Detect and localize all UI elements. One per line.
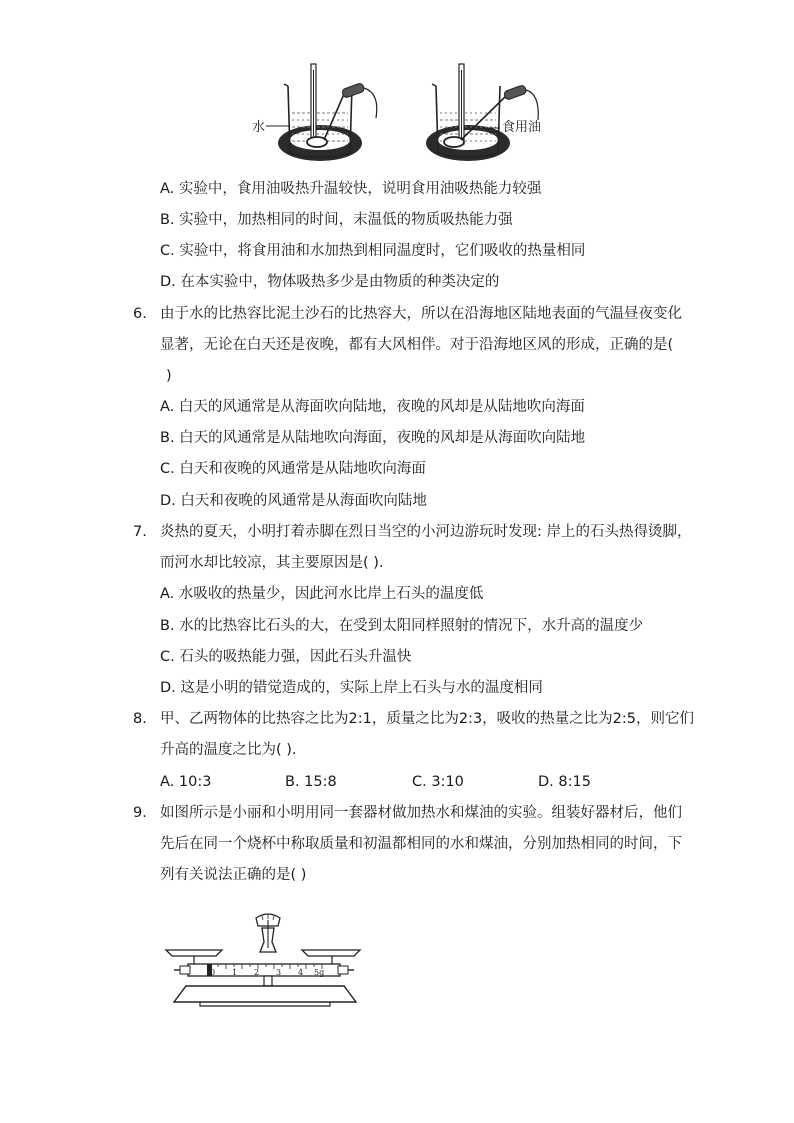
- q7-number: 7.: [133, 524, 147, 540]
- label-water: 水: [252, 120, 266, 135]
- scale-label-5g: 5g: [314, 968, 325, 977]
- q8-option-b: B. 15:8: [285, 774, 337, 790]
- q8-option-d: D. 8:15: [538, 774, 591, 790]
- q5-option-c: C. 实验中，将食用油和水加热到相同温度时，它们吸收的热量相同: [160, 243, 586, 259]
- scale-label-1: 1: [232, 968, 238, 977]
- scale-label-0: 0: [210, 968, 216, 977]
- q8-option-a: A. 10:3: [160, 774, 212, 790]
- q5-option-d: D. 在本实验中，物体吸热多少是由物质的种类决定的: [160, 274, 500, 290]
- q7-stem-line-1: 炎热的夏天，小明打着赤脚在烈日当空的小河边游玩时发现: 岸上的石头热得烫脚，: [160, 524, 692, 540]
- q9-stem-line-2: 先后在同一个烧杯中称取质量和初温都相同的水和煤油，分别加热相同的时间，下: [160, 836, 682, 852]
- scale-label-2: 2: [254, 968, 260, 977]
- q7-stem-line-2: 而河水却比较凉，其主要原因是( ).: [160, 555, 384, 571]
- q7-option-a: A. 水吸收的热量少，因此河水比岸上石头的温度低: [160, 586, 484, 602]
- q6-option-d: D. 白天和夜晚的风通常是从海面吹向陆地: [160, 493, 427, 509]
- q6-number: 6.: [133, 306, 147, 322]
- q6-stem-line-1: 由于水的比热容比泥土沙石的比热容大，所以在沿海地区陆地表面的气温昼夜变化: [160, 306, 682, 322]
- q6-option-c: C. 白天和夜晚的风通常是从陆地吹向海面: [160, 461, 426, 477]
- q8-stem-line-1: 甲、乙两物体的比热容之比为2:1，质量之比为2:3，吸收的热量之比为2:5，则它们: [160, 711, 695, 727]
- q5-option-b: B. 实验中，加热相同的时间，末温低的物质吸热能力强: [160, 212, 513, 228]
- q9-stem-line-3: 列有关说法正确的是( ): [160, 867, 307, 883]
- q7-option-d: D. 这是小明的错觉造成的，实际上岸上石头与水的温度相同: [160, 680, 543, 696]
- q9-stem-line-1: 如图所示是小丽和小明用同一套器材做加热水和煤油的实验。组装好器材后，他们: [160, 805, 682, 821]
- beaker-experiment-figure: [240, 58, 560, 173]
- q9-number: 9.: [133, 805, 147, 821]
- q6-option-a: A. 白天的风通常是从海面吹向陆地，夜晚的风却是从陆地吹向海面: [160, 399, 585, 415]
- q8-option-c: C. 3:10: [412, 774, 464, 790]
- scale-label-3: 3: [276, 968, 282, 977]
- q8-number: 8.: [133, 711, 147, 727]
- q7-option-c: C. 石头的吸热能力强，因此石头升温快: [160, 649, 412, 665]
- balance-scale-figure: [160, 908, 380, 1010]
- beaker-oil: [426, 64, 538, 161]
- scale-label-4: 4: [298, 968, 304, 977]
- q5-option-a: A. 实验中，食用油吸热升温较快，说明食用油吸热能力较强: [160, 181, 542, 197]
- q7-option-b: B. 水的比热容比石头的大，在受到太阳同样照射的情况下，水升高的温度少: [160, 618, 644, 634]
- q6-stem-line-3: ): [166, 368, 172, 384]
- q8-stem-line-2: 升高的温度之比为( ).: [160, 742, 297, 758]
- beaker-water: [266, 64, 377, 161]
- label-oil: 食用油: [502, 120, 542, 135]
- q6-stem-line-2: 显著，无论在白天还是夜晚，都有大风相伴。对于沿海地区风的形成，正确的是(: [160, 337, 674, 353]
- q6-option-b: B. 白天的风通常是从陆地吹向海面，夜晚的风却是从海面吹向陆地: [160, 430, 586, 446]
